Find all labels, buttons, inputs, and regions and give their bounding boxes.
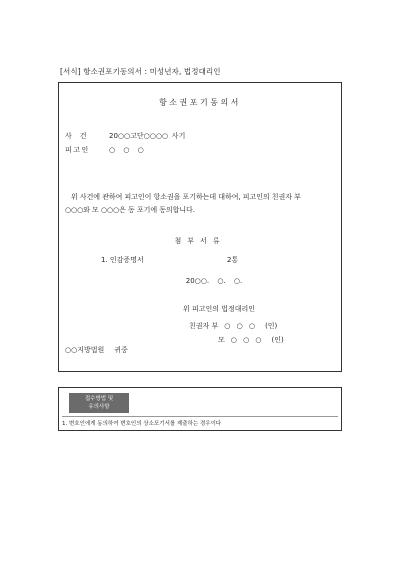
mother-name: ○ ○ ○ [230,336,262,344]
father-signature-row [189,321,277,331]
father-role: 친권자 부 [189,322,219,330]
mother-signature-row [218,335,284,345]
court-recipient [65,345,128,355]
defendant-value: ○ ○ ○ [109,146,144,154]
notes-box [58,387,342,431]
mother-role: 모 [218,336,225,344]
case-value: 20○○고단○○○○ 사기 [109,132,186,140]
notes-label [69,393,129,413]
signer-heading: 위 피고인의 법정대리인 [183,305,256,313]
notes-label-line-2: 유의사항 [88,404,110,410]
defendant-label: 피고인 [65,146,90,154]
addressee: 귀중 [114,346,128,354]
statement-line-2: ○○○와 모 ○○○은 동 포기에 동의합니다. [65,206,195,214]
mother-seal-mark: (인) [271,336,284,344]
form-caption: [서식] 항소권포기동의서 : 미성년자, 법정대리인 [60,67,221,76]
father-name: ○ ○ ○ [224,322,256,330]
document-date: 20○○. ○. ○. [185,277,243,285]
attachment-count: 2통 [227,256,239,264]
form-title: 항소권포기동의서 [159,98,241,107]
defendant-row [65,145,144,155]
notes-label-line-1: 접수방법 및 [84,396,114,402]
attachment-name: 1. 인감증명서 [101,256,144,264]
consent-statement [65,191,337,217]
attachments-heading: 첨부서류 [174,237,226,245]
court-name: ○○지방법원 [65,346,105,354]
father-seal-mark: (인) [265,322,278,330]
statement-line-1: 위 사건에 관하여 피고인이 항소권을 포기하는데 대하여, 피고인의 친권자 부 [71,193,301,201]
notes-item: 1. 변호인에게 동의하여 변호인의 상소포기서를 제출하는 경우이다 [62,421,222,427]
case-row [65,131,185,141]
consent-form [58,82,342,372]
notes-divider [62,416,338,417]
case-label: 사건 [65,132,95,140]
